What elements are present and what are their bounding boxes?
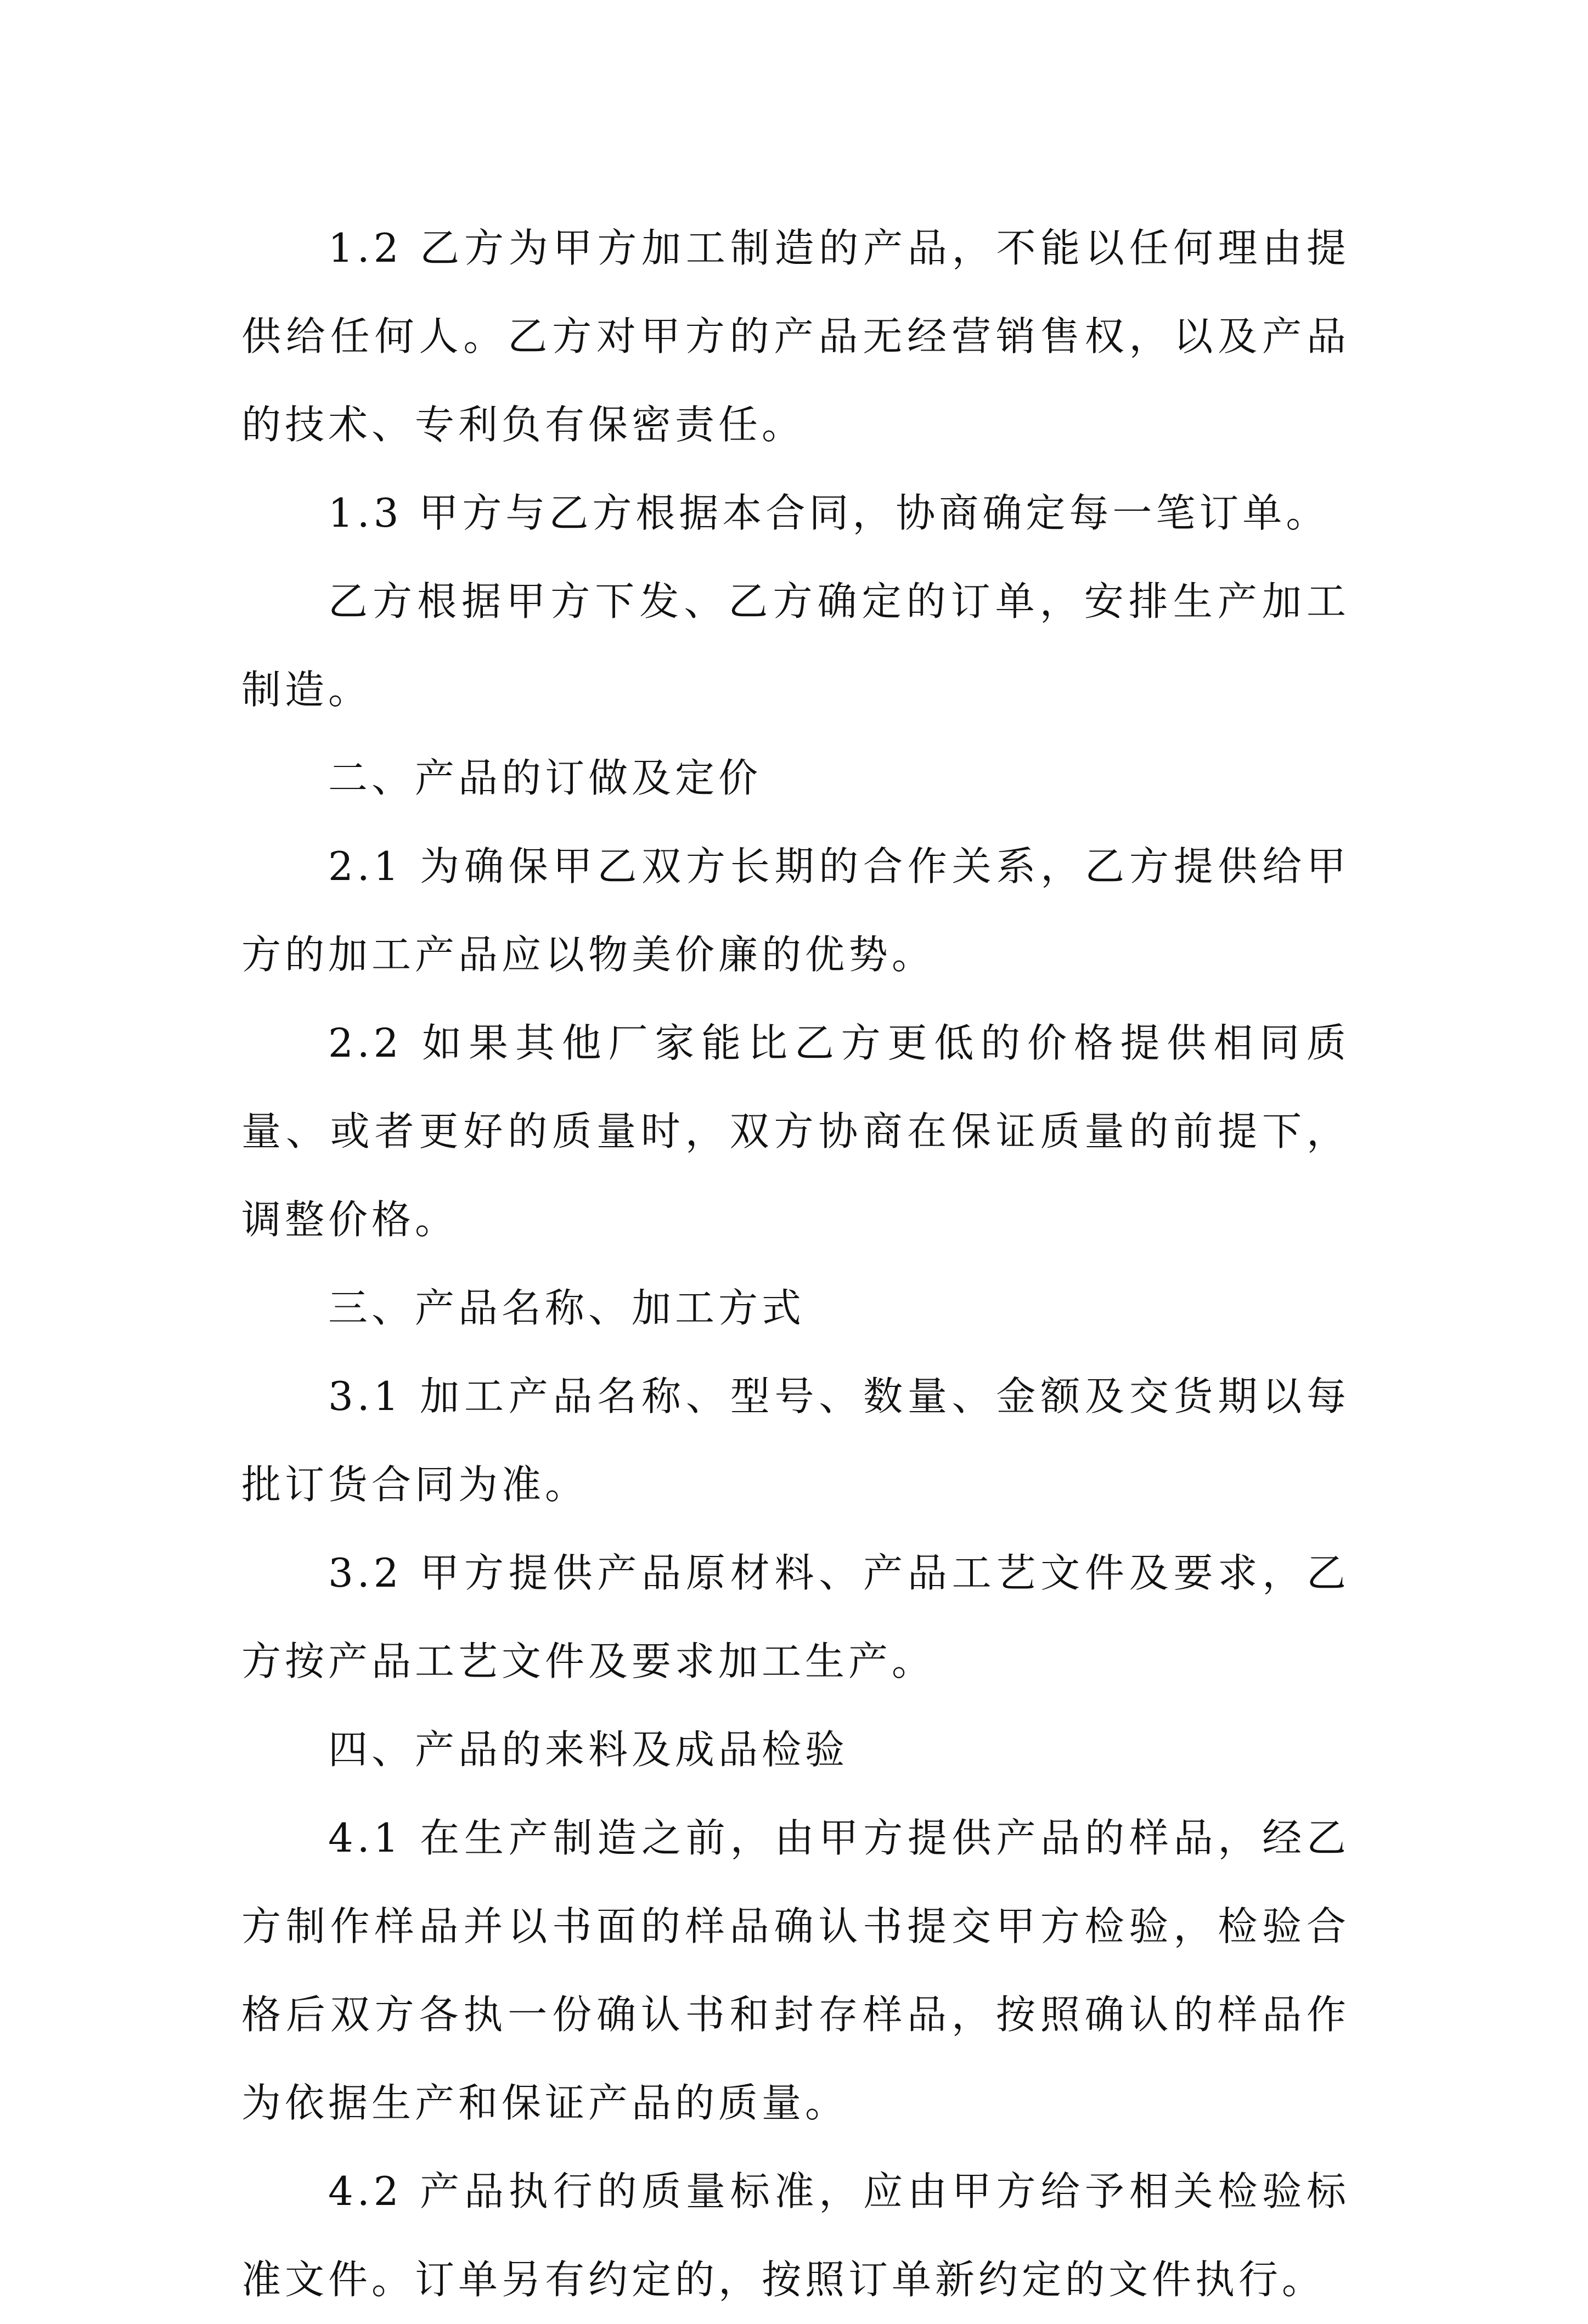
document-body — [241, 204, 1350, 2324]
clause-3-1: 3.1 加工产品名称、型号、数量、金额及交货期以每批订货合同为准。 — [241, 1373, 1350, 1508]
clause-1-3-continued: 乙方根据甲方下发、乙方确定的订单，安排生产加工制造。 — [241, 578, 1350, 713]
clause-1-2: 1.2 乙方为甲方加工制造的产品，不能以任何理由提供给任何人。乙方对甲方的产品无经营销售权，以及产品的技术、专利负有保密责任。 — [241, 225, 1350, 448]
clause-4-1: 4.1 在生产制造之前，由甲方提供产品的样品，经乙方制作样品并以书面的样品确认书提交甲方检验，检验合格后双方各执一份确认书和封存样品，按照确认的样品作为依据生产和保证产品的质量。 — [241, 1815, 1350, 2126]
clause-1-3: 1.3 甲方与乙方根据本合同，协商确定每一笔订单。 — [328, 490, 1330, 536]
clause-2-2: 2.2 如果其他厂家能比乙方更低的价格提供相同质量、或者更好的质量时，双方协商在保证质量的前提下，调整价格。 — [241, 1020, 1350, 1243]
section-heading-3: 三、产品名称、加工方式 — [328, 1285, 806, 1331]
section-heading-4: 四、产品的来料及成品检验 — [328, 1727, 849, 1773]
clause-4-2: 4.2 产品执行的质量标准，应由甲方给予相关检验标准文件。订单另有约定的，按照订单新约定的文件执行。 — [241, 2168, 1350, 2303]
clause-3-2: 3.2 甲方提供产品原材料、产品工艺文件及要求，乙方按产品工艺文件及要求加工生产。 — [241, 1550, 1350, 1684]
clause-2-1: 2.1 为确保甲乙双方长期的合作关系，乙方提供给甲方的加工产品应以物美价廉的优势。 — [241, 843, 1350, 978]
section-heading-2: 二、产品的订做及定价 — [328, 755, 762, 801]
